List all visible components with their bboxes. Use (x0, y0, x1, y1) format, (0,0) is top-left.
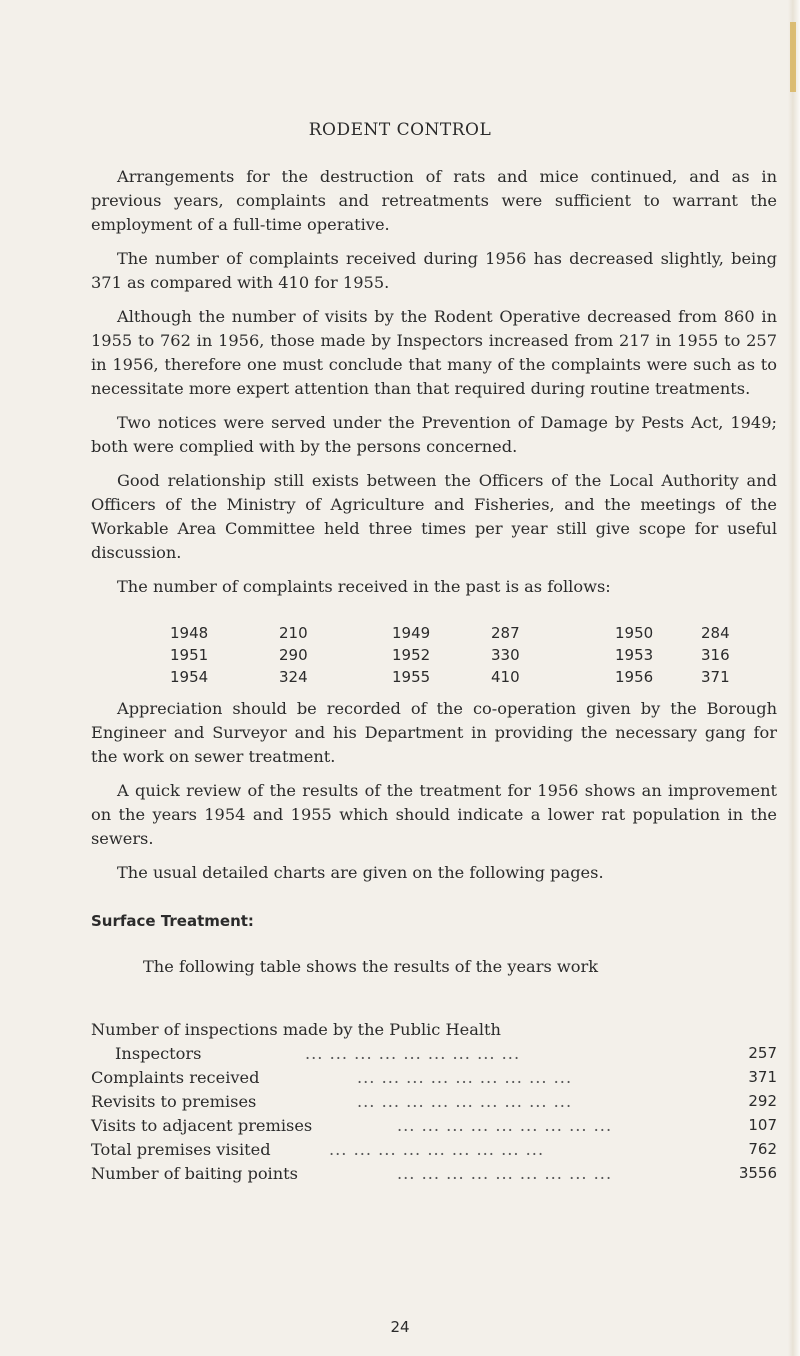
row-label: Number of inspections made by the Public Health (91, 1020, 501, 1039)
table-row (91, 1020, 777, 1044)
count-cell: 210 (279, 624, 308, 642)
count-cell: 287 (491, 624, 520, 642)
leader-dots: ... ... ... ... ... ... ... ... ... (305, 1044, 521, 1063)
count-cell: 371 (701, 668, 730, 686)
table-row (91, 1140, 777, 1164)
year-cell: 1950 (615, 624, 654, 642)
leader-dots: ... ... ... ... ... ... ... ... ... (357, 1068, 573, 1087)
paragraph: Two notices were served under the Prevention of Damage by Pests Act, 1949; both were complied with by the persons concerned. (91, 413, 777, 456)
leader-dots: ... ... ... ... ... ... ... ... ... (329, 1140, 545, 1159)
year-cell: 1953 (615, 646, 654, 664)
paragraph: Arrangements for the destruction of rats and mice continued, and as in previous years, complaints and retreatments were sufficient to warrant the employment of a full-time operative. (91, 167, 777, 234)
table-row (170, 666, 741, 688)
year-cell: 1951 (170, 646, 209, 664)
table-row (91, 1116, 777, 1140)
paragraph: Although the number of visits by the Rodent Operative decreased from 860 in 1955 to 762 in 1956, those made by Inspectors increased from 217 in 1955 to 257 in 1956, therefore one must conclude that many of the complaints were such as to necessitate more expert attention than that required during routine treatments. (91, 307, 777, 398)
count-cell: 410 (491, 668, 520, 686)
row-label: Visits to adjacent premises (91, 1116, 313, 1135)
year-cell: 1954 (170, 668, 209, 686)
row-value: 292 (748, 1092, 777, 1110)
year-cell: 1955 (392, 668, 431, 686)
paragraph: A quick review of the results of the treatment for 1956 shows an improvement on the years 1954 and 1955 which should indicate a lower rat population in the sewers. (91, 781, 777, 848)
paragraph: Good relationship still exists between the Officers of the Local Authority and Officers of the Ministry of Agriculture and Fisheries, and the meetings of the Workable Area Committee held three times per year still give scope for useful discussion. (91, 471, 777, 562)
row-value: 3556 (738, 1164, 777, 1182)
count-cell: 284 (701, 624, 730, 642)
count-cell: 316 (701, 646, 730, 664)
year-cell: 1956 (615, 668, 654, 686)
complaints-by-year-table (170, 622, 741, 688)
row-label: Complaints received (91, 1068, 260, 1087)
row-value: 257 (748, 1044, 777, 1062)
row-value: 762 (748, 1140, 777, 1158)
leader-dots: ... ... ... ... ... ... ... ... ... (397, 1116, 613, 1135)
count-cell: 290 (279, 646, 308, 664)
row-value: 371 (748, 1068, 777, 1086)
leader-dots: ... ... ... ... ... ... ... ... ... (397, 1164, 613, 1183)
table-row (170, 644, 741, 666)
row-label: Total premises visited (91, 1140, 271, 1159)
paragraph: The usual detailed charts are given on the following pages. (117, 863, 604, 882)
page-number: 24 (390, 1318, 410, 1336)
section-intro: The following table shows the results of the years work (143, 957, 599, 976)
leader-dots: ... ... ... ... ... ... ... ... ... (357, 1092, 573, 1111)
table-row (91, 1068, 777, 1092)
page-title: RODENT CONTROL (308, 120, 492, 140)
count-cell: 324 (279, 668, 308, 686)
row-label: Inspectors (115, 1044, 202, 1063)
table-row (91, 1044, 777, 1068)
table-row (170, 622, 741, 644)
closing-text-block (91, 697, 777, 895)
count-cell: 330 (491, 646, 520, 664)
section-heading: Surface Treatment: (91, 912, 254, 930)
year-cell: 1952 (392, 646, 431, 664)
binding-mark (790, 22, 796, 92)
table-row (91, 1164, 777, 1188)
row-value: 107 (748, 1116, 777, 1134)
paragraph: The number of complaints received in the past is as follows: (117, 577, 611, 596)
row-label: Number of baiting points (91, 1164, 298, 1183)
year-cell: 1949 (392, 624, 431, 642)
intro-text-block (91, 165, 777, 609)
page-edge (788, 0, 800, 1356)
table-row (91, 1092, 777, 1116)
paragraph: The number of complaints received during 1956 has decreased slightly, being 371 as compared with 410 for 1955. (91, 249, 777, 292)
paragraph: Appreciation should be recorded of the co-operation given by the Borough Engineer and Surveyor and his Department in providing the necessary gang for the work on sewer treatment. (91, 699, 777, 766)
row-label: Revisits to premises (91, 1092, 257, 1111)
surface-treatment-table (91, 1020, 777, 1188)
year-cell: 1948 (170, 624, 209, 642)
